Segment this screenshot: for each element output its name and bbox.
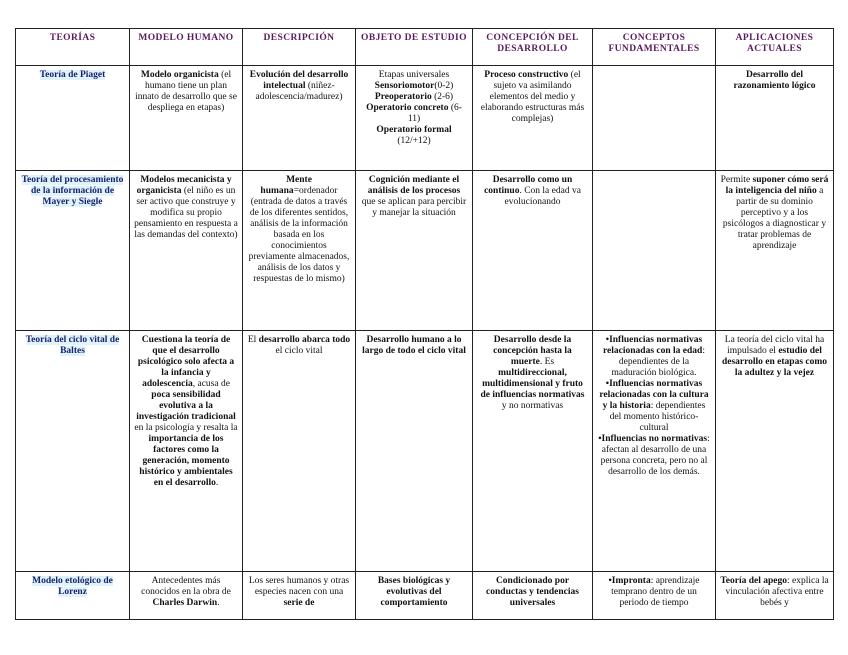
concepts-cell — [593, 171, 716, 331]
list-item: •Influencias normativas relacionadas con la cultura y la historia: dependientes del momento histórico-cultural — [599, 379, 709, 433]
theory-cell: Modelo etológico de Lorenz — [16, 572, 130, 620]
conception-cell: Proceso constructivo (el sujeto va asimilando elementos del medio y elaborando estructuras más complejas) — [473, 66, 593, 171]
list-item: •Influencias no normativas: afectan al desarrollo de una persona concreta, pero no al desarrollo de los demás. — [598, 434, 710, 477]
conception-cell: Desarrollo como un continuo. Con la edad va evolucionando — [473, 171, 593, 331]
human-model-cell: Antecedentes más conocidos en la obra de Charles Darwin. — [130, 572, 243, 620]
conception-cell: Condicionado por conductas y tendencias universales — [473, 572, 593, 620]
list-item: •Influencias normativas relacionadas con la edad: dependientes de la maduración biológica. — [603, 335, 705, 378]
concepts-cell: •Impronta: aprendizaje temprano dentro de un periodo de tiempo — [593, 572, 716, 620]
theories-table — [15, 28, 834, 620]
table-row — [16, 572, 834, 620]
header-object-of-study: OBJETO DE ESTUDIO — [356, 29, 473, 66]
description-cell: Evolución del desarrollo intelectual (niñez-adolescencia/madurez) — [243, 66, 356, 171]
object-cell: Cognición mediante el análisis de los procesos que se aplican para percibir y manejar la situación — [356, 171, 473, 331]
header-fundamental-concepts: CONCEPTOS FUNDAMENTALES — [593, 29, 716, 66]
conception-cell: Desarrollo desde la concepción hasta la muerte. Es multidireccional, multidimensional y fruto de influencias normativas y no normativas — [473, 331, 593, 572]
theory-cell: Teoría de Piaget — [16, 66, 130, 171]
concepts-cell — [593, 331, 716, 572]
theory-cell: Teoría del procesamiento de la información de Mayer y Siegle — [16, 171, 130, 331]
applications-cell: Teoría del apego: explica la vinculación afectiva entre bebés y — [716, 572, 834, 620]
applications-cell: La teoría del ciclo vital ha impulsado el estudio del desarrollo en etapas como la adultez y la vejez — [716, 331, 834, 572]
object-cell: Etapas universales Sensoriomotor(0-2) Preoperatorio (2-6) Operatorio concreto (6-11) Operatorio formal (12/+12) — [356, 66, 473, 171]
description-cell: El desarrollo abarca todo el ciclo vital — [243, 331, 356, 572]
description-cell: Mente humana=ordenador (entrada de datos a través de los diferentes sentidos, análisis de la información basada en los conocimientos previamente almacenados, análisis de los datos y respuestas de lo mismo) — [243, 171, 356, 331]
theory-cell: Teoría del ciclo vital de Baltes — [16, 331, 130, 572]
table-row — [16, 331, 834, 572]
concepts-cell — [593, 66, 716, 171]
header-description: DESCRIPCIÓN — [243, 29, 356, 66]
table-row — [16, 66, 834, 171]
header-current-applications: APLICACIONES ACTUALES — [716, 29, 834, 66]
header-row — [16, 29, 834, 66]
object-cell: Desarrollo humano a lo largo de todo el ciclo vital — [356, 331, 473, 572]
description-cell: Los seres humanos y otras especies nacen con una serie de — [243, 572, 356, 620]
header-theories: TEORÍAS — [16, 29, 130, 66]
header-conception: CONCEPCIÓN DEL DESARROLLO — [473, 29, 593, 66]
applications-cell: Permite suponer cómo será la inteligencia del niño a partir de su dominio perceptivo y a los psicólogos a diagnosticar y tratar problemas de aprendizaje — [716, 171, 834, 331]
human-model-cell: Cuestiona la teoría de que el desarrollo psicológico solo afecta a la infancia y adolescencia, acusa de poca sensibilidad evolutiva a la investigación tradicional en la psicología y resalta la importancia de los factores como la generación, momento histórico y ambientales en el desarrollo. — [130, 331, 243, 572]
human-model-cell: Modelo organicista (el humano tiene un plan innato de desarrollo que se despliega en etapas) — [130, 66, 243, 171]
applications-cell: Desarrollo del razonamiento lógico — [716, 66, 834, 171]
object-cell: Bases biológicas y evolutivas del comportamiento — [356, 572, 473, 620]
header-human-model: MODELO HUMANO — [130, 29, 243, 66]
table-row — [16, 171, 834, 331]
human-model-cell: Modelos mecanicista y organicista (el niño es un ser activo que construye y modifica su propio pensamiento en respuesta a las demandas del contexto) — [130, 171, 243, 331]
